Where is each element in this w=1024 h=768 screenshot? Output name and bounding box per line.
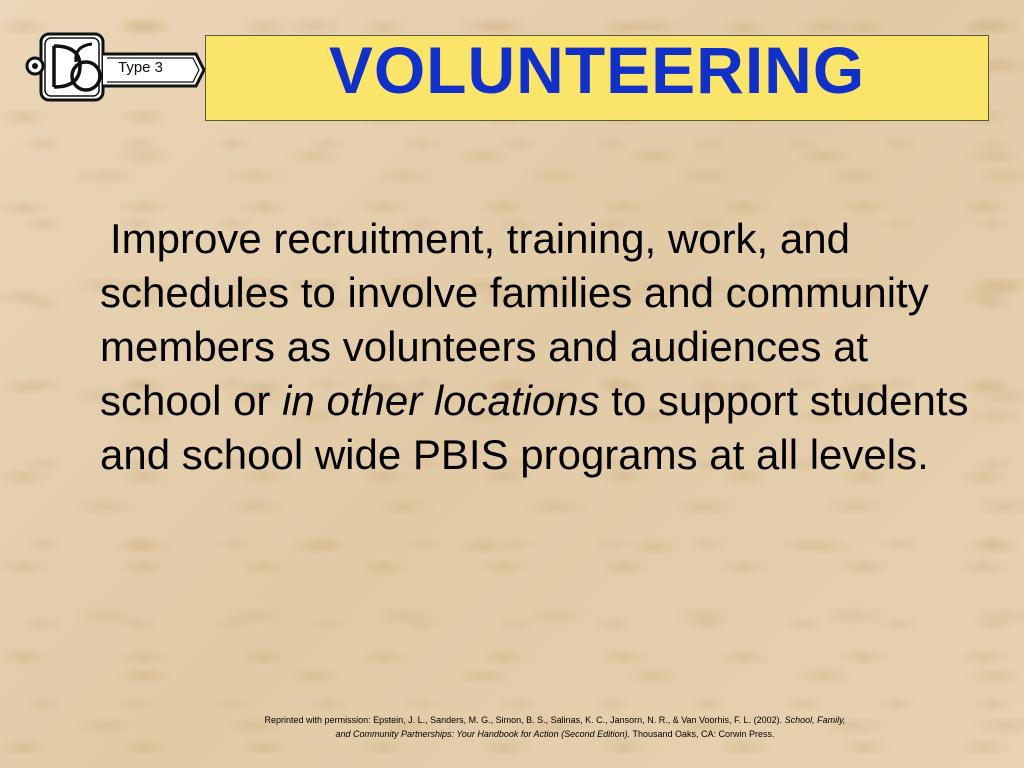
- key-icon: [24, 32, 209, 106]
- citation: [160, 713, 950, 741]
- citation-line2-italic: and Community Partnerships: Your Handbook for Action (Second Edition).: [335, 729, 631, 739]
- body-text-part1: Improve recruitment, training, work, and schedules to involve families and community members as volunteers and audiences at school or: [100, 215, 929, 424]
- citation-line2: Thousand Oaks, CA: Corwin Press.: [630, 729, 775, 739]
- slide-title: VOLUNTEERING: [328, 33, 866, 107]
- body-text-part2: to support students and school wide PBIS programs at all levels.: [100, 377, 969, 478]
- title-banner: [205, 35, 989, 121]
- citation-line1-italic: School, Family,: [784, 715, 846, 725]
- type-label: Type 3: [118, 59, 164, 76]
- type-key-badge: [24, 32, 209, 106]
- citation-line1: Reprinted with permission: Epstein, J. L., Sanders, M. G., Simon, B. S., Salinas, K. C., Jansorn, N. R., & Van Voorhis, F. L. (2002).: [264, 715, 785, 725]
- body-paragraph: [100, 212, 980, 482]
- body-text-emphasis: in other locations: [282, 377, 600, 424]
